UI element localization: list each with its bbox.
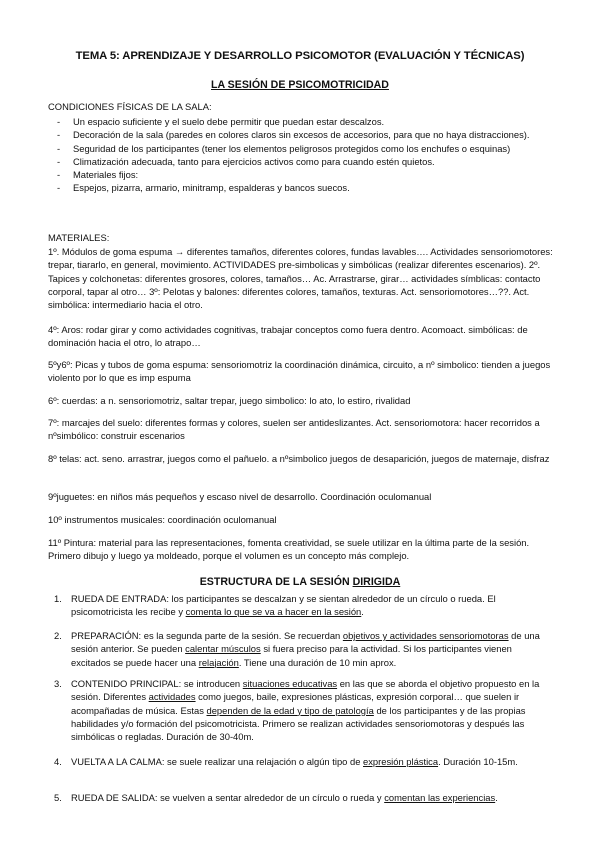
structure-item-5 [54,791,554,804]
structure-title-underlined: DIRIGIDA [352,576,401,588]
item-number: 4. [54,756,62,767]
item-text: VUELTA A LA CALMA: se suele realizar una relajación o algún tipo de expresión plástica. Duración 10-15m. [71,756,518,767]
materials-heading: MATERIALES: [48,232,110,243]
structure-item-2 [54,629,554,669]
materials-paragraph: 11º Pintura: material para las representaciones, fomenta creatividad, se suele utilizar en la última parte de la sesión. Primero dibujo y luego ya moldeado, porque el volumen es un concepto más complejo. [48,537,530,562]
item-text: RUEDA DE SALIDA: se vuelven a sentar alrededor de un círculo o rueda y comentan las experiencias. [71,792,498,803]
item-number: 5. [54,792,62,803]
item-number: 3. [54,678,62,689]
list-item: - Materiales fijos: [48,168,548,181]
materials-paragraph: 10º instrumentos musicales: coordinación oculomanual [48,514,277,525]
conditions-heading: CONDICIONES FÍSICAS DE LA SALA: [48,101,212,112]
materials-paragraph: 8º telas: act. seno. arrastrar, juegos como el pañuelo. a nºsimbolico juegos de desaparición, juegos de maternaje, disfraz [48,453,550,464]
materials-paragraph: 6º: cuerdas: a n. sensoriomotriz, saltar trepar, juego simbolico: lo ato, lo estiro, rivalidad [48,395,411,406]
materials-paragraph: 4º: Aros: rodar girar y como actividades cognitivas, trabajar conceptos como fuera dentro. Acomoact. simbólicas: de dominación hacia el otro, lo atrapo… [48,324,528,349]
list-item: - Decoración de la sala (paredes en colores claros sin excesos de accesorios, para que no haya distracciones). [48,128,548,141]
list-item: - Seguridad de los participantes (tener los elementos peligrosos protegidos como los enchufes o esquinas) [48,142,548,155]
item-text: RUEDA DE ENTRADA: los participantes se descalzan y se sientan alrededor de un círculo o rueda. El psicomotricista les recibe y comenta lo que se va a hacer en la sesión. [71,593,496,618]
structure-title [0,576,600,588]
materials-paragraph: 1º. Módulos de goma espuma → diferentes tamaños, diferentes colores, fundas lavables…. Actividades sensoriomotores: trepar, tiararlo, en general, movimiento. ACTIVIDADES pre-simbolicas y simbólicas (realizar diferentes escenarios). 2º. Tapices y colchonetas: diferentes grosores, colores, tamaños… Ac. Arrastrarse, girar… actividades símblicas: contacto corporal, tapar al otro… 3º: Pelotas y balones: diferentes colores, tamaños, texturas. Act. sensoriomotores…??. Act. simbólica: intermediario hacia el otro. [48,246,553,311]
item-number: 1. [54,593,62,604]
document-subtitle: LA SESIÓN DE PSICOMOTRICIDAD [211,79,389,91]
item-text: PREPARACIÓN: es la segunda parte de la sesión. Se recuerdan objetivos y actividades sensoriomotoras de una sesión anterior. Se pueden calentar músculos si fuera preciso para la actividad. Si los participantes vienen excitados se puede hacer una relajación. Tiene una duración de 10 min aprox. [71,630,540,668]
structure-item-4 [54,755,554,768]
list-item: - Espejos, pizarra, armario, minitramp, espalderas y bancos suecos. [48,181,548,194]
document-title: TEMA 5: APRENDIZAJE Y DESARROLLO PSICOMOTOR (EVALUACIÓN Y TÉCNICAS) [75,50,525,62]
list-item: - Climatización adecuada, tanto para ejercicios activos como para cuando estén quietos. [48,155,548,168]
structure-item-1 [54,592,554,619]
list-item: - Un espacio suficiente y el suelo debe permitir que puedan estar descalzos. [48,115,548,128]
materials-paragraph: 5ºy6º: Picas y tubos de goma espuma: sensoriomotriz la coordinación dinámica, circuito, a nº simbolico: tienden a juegos violento por lo que es imp espuma [48,359,551,384]
conditions-list [48,115,548,195]
structure-item-3 [54,677,554,743]
item-text: CONTENIDO PRINCIPAL: se introducen situaciones educativas en las que se aborda el objetivo propuesto en la sesión. Diferentes actividades como juegos, baile, expresiones plásticas, expresión corporal… que suelen ir acompañadas de música. Estas dependen de la edad y tipo de patología de los participantes y de las propias habilidades y/o formación del psicomotricista. Primero se realizan actividades sensoriomotoras y después las simbólicas o regladas. Duración de 30-40m. [71,678,540,743]
structure-title-text: ESTRUCTURA DE LA SESIÓN [199,576,353,588]
item-number: 2. [54,630,62,641]
materials-paragraph: 9ºjuguetes: en niños más pequeños y escaso nivel de desarrollo. Coordinación oculomanual [48,491,432,502]
materials-paragraph: 7º: marcajes del suelo: diferentes formas y colores, suelen ser antideslizantes. Act. sensoriomotora: hacer recorridos a nºsimbólico: construir escenarios [48,417,540,442]
